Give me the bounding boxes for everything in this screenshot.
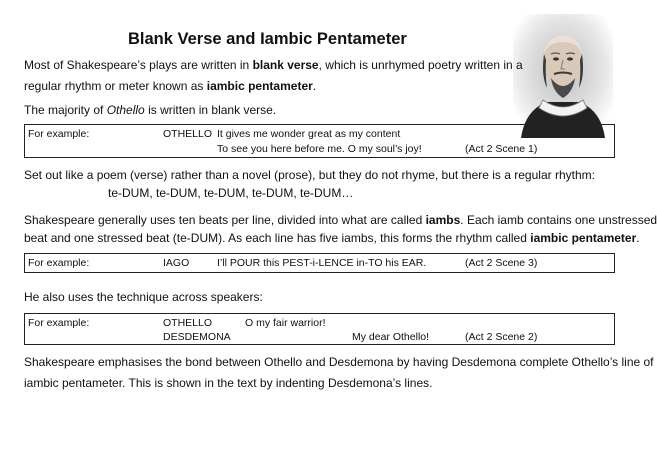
- poem-para-line-1: Set out like a poem (verse) rather than a novel (prose), but they do not rhyme, but there is a regular rhythm:: [24, 168, 595, 182]
- speaker-name: OTHELLO: [163, 128, 213, 140]
- act-scene-ref: (Act 2 Scene 1): [465, 143, 538, 155]
- example-label: For example:: [28, 317, 90, 329]
- quote-line-2: My dear Othello!: [352, 331, 430, 343]
- speaker-name-2: DESDEMONA: [163, 331, 231, 343]
- page-title: Blank Verse and Iambic Pentameter: [128, 30, 407, 48]
- intro-line-2: regular rhythm or meter known as iambic pentameter.: [24, 79, 317, 93]
- intro-line-1: Most of Shakespeare’s plays are written in blank verse, which is unrhymed poetry written in a: [24, 58, 523, 72]
- closing-line-1: Shakespeare emphasises the bond between Othello and Desdemona by having Desdemona complete Othello’s line of: [24, 355, 654, 369]
- beats-para-line-2: beat and one stressed beat (te-DUM). As each line has five iambs, this forms the rhythm called iambic pentameter.: [24, 231, 640, 245]
- speaker-name: IAGO: [163, 257, 190, 269]
- act-scene-ref: (Act 2 Scene 2): [465, 331, 538, 343]
- act-scene-ref: (Act 2 Scene 3): [465, 257, 538, 269]
- speakers-para: He also uses the technique across speakers:: [24, 290, 263, 304]
- speaker-name-1: OTHELLO: [163, 317, 213, 329]
- example-box-othello-desdemona: [24, 313, 615, 345]
- majority-line: The majority of Othello is written in blank verse.: [24, 103, 277, 117]
- closing-line-2: iambic pentameter. This is shown in the text by indenting Desdemona’s lines.: [24, 376, 433, 390]
- quote-line: I’ll POUR this PEST-i-LENCE in-TO his EAR.: [217, 257, 427, 269]
- beats-para-line-1: Shakespeare generally uses ten beats per line, divided into what are called iambs. Each iamb contains one unstressed: [24, 213, 657, 227]
- example-box-othello: [24, 124, 615, 158]
- example-box-iago: [24, 253, 615, 273]
- quote-line-2: To see you here before me. O my soul’s joy!: [217, 143, 422, 155]
- rhythm-pattern: te-DUM, te-DUM, te-DUM, te-DUM, te-DUM…: [108, 186, 354, 200]
- example-label: For example:: [28, 128, 90, 140]
- quote-line-1: O my fair warrior!: [245, 317, 326, 329]
- example-label: For example:: [28, 257, 90, 269]
- quote-line-1: It gives me wonder great as my content: [217, 128, 401, 140]
- shakespeare-portrait: [513, 14, 613, 138]
